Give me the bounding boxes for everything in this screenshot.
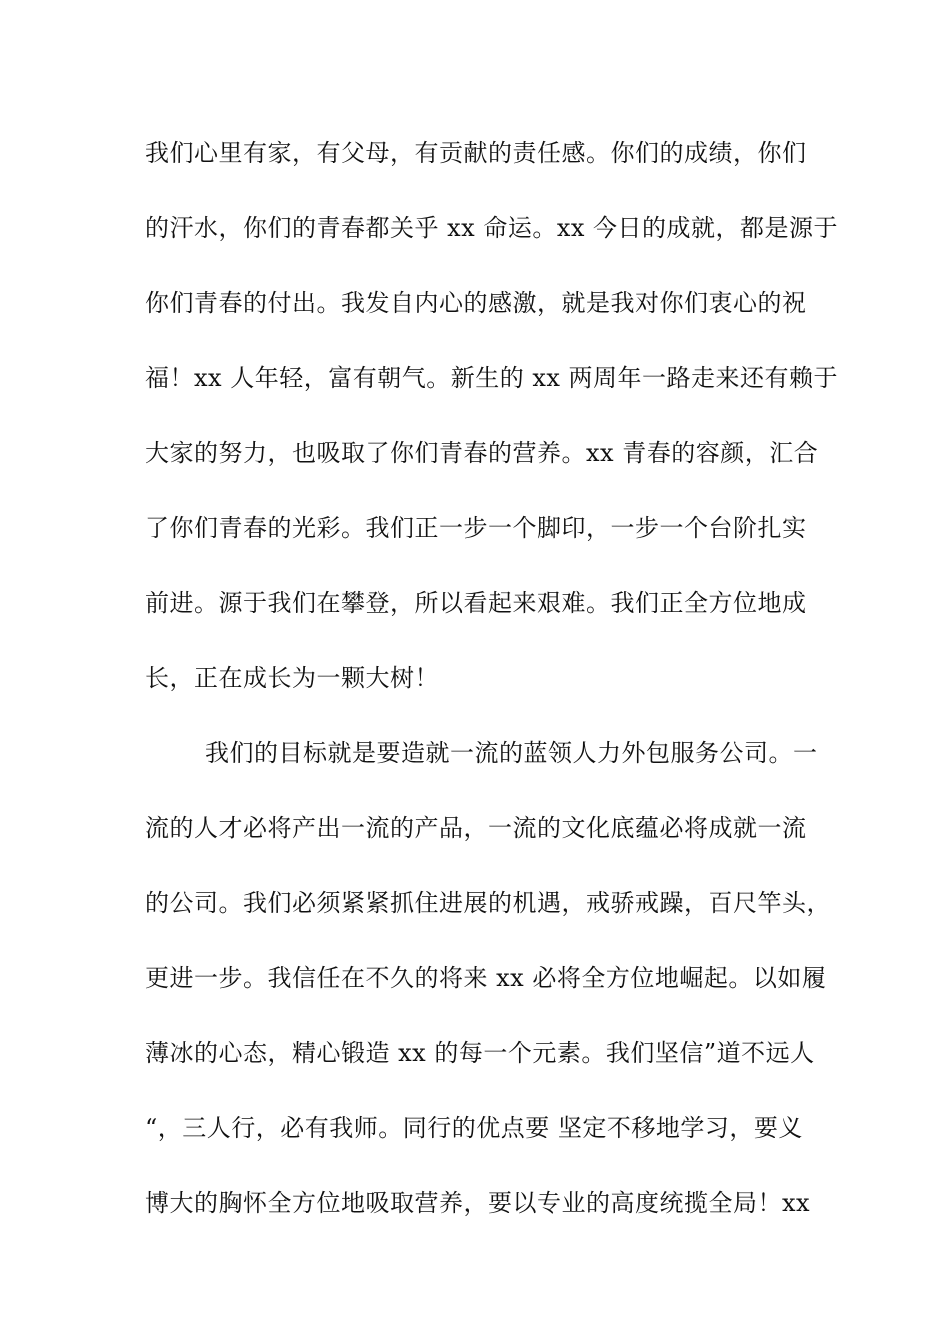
paragraph-2-line-3: 的公司。我们必须紧紧抓住进展的机遇，戒骄戒躁，百尺竿头， <box>145 889 831 917</box>
paragraph-1-line-4: 福！xx 人年轻，富有朝气。新生的 xx 两周年一路走来还有赖于 <box>145 364 839 392</box>
paragraph-2-line-4: 更进一步。我信任在不久的将来 xx 必将全方位地崛起。以如履 <box>145 964 827 992</box>
paragraph-1-line-8: 长，正在成长为一颗大树！ <box>145 664 439 692</box>
paragraph-1-line-5: 大家的努力，也吸取了你们青春的营养。xx 青春的容颜，汇合 <box>145 439 819 467</box>
paragraph-1-line-3: 你们青春的付出。我发自内心的感激，就是我对你们衷心的祝 <box>145 289 807 317</box>
paragraph-2-line-6: “，三人行，必有我师。同行的优点要 坚定不移地学习，要义 <box>145 1114 803 1142</box>
paragraph-1-line-1: 我们心里有家，有父母，有贡献的责任感。你们的成绩，你们 <box>145 139 807 167</box>
paragraph-2-line-7: 博大的胸怀全方位地吸取营养，要以专业的高度统揽全局！xx <box>145 1189 811 1217</box>
paragraph-1-line-7: 前进。源于我们在攀登，所以看起来艰难。我们正全方位地成 <box>145 589 807 617</box>
paragraph-2-line-5: 薄冰的心态，精心锻造 xx 的每一个元素。我们坚信”道不远人 <box>145 1039 815 1067</box>
paragraph-2-line-2: 流的人才必将产出一流的产品，一流的文化底蕴必将成就一流 <box>145 814 807 842</box>
paragraph-1-line-6: 了你们青春的光彩。我们正一步一个脚印，一步一个台阶扎实 <box>145 514 807 542</box>
paragraph-1-line-2: 的汗水，你们的青春都关乎 xx 命运。xx 今日的成就，都是源于 <box>145 214 839 242</box>
paragraph-2-line-1: 我们的目标就是要造就一流的蓝领人力外包服务公司。一 <box>205 739 818 767</box>
